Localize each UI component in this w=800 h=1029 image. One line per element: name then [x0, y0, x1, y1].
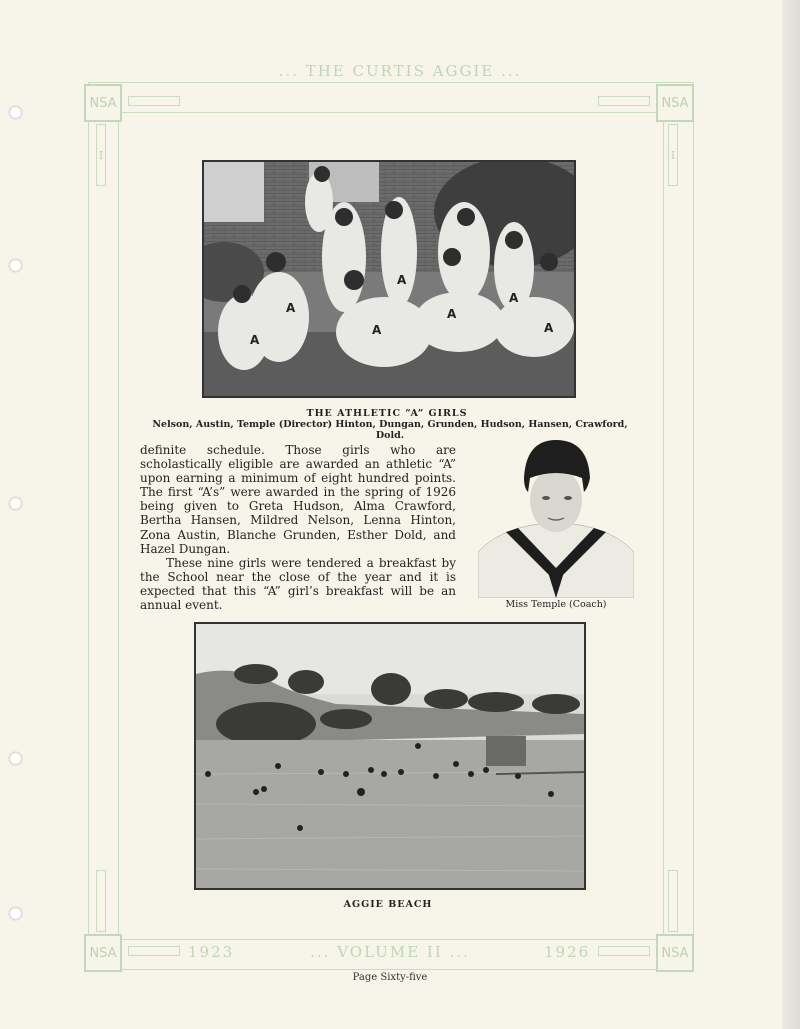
binder-hole	[9, 259, 22, 272]
article-text	[140, 443, 456, 612]
svg-text:A: A	[286, 301, 296, 315]
coach-portrait	[478, 432, 634, 598]
footer-year-left: 1923	[188, 943, 235, 961]
footer-year-right: 1926	[544, 943, 591, 961]
nsa-monogram: NSA	[84, 84, 122, 122]
photo1-names: Nelson, Austin, Temple (Director) Hinton, Dungan, Grunden, Hudson, Hansen, Crawford, Dold.	[152, 419, 628, 441]
frame-ornament	[128, 946, 180, 956]
svg-text:A: A	[397, 273, 407, 287]
paragraph: definite schedule. Those girls who are scholastically eligible are awarded an athletic “A” upon earning a minimum of eight hundred points. The first “A’s” were awarded in the spring of 1926 being given to Greta Hudson, Alma Crawford, Bertha Hansen, Mildred Nelson, Lenna Hinton, Zona Austin, Blanche Grunden, Esther Dold, and Hazel Dungan.	[140, 443, 456, 556]
frame-ornament	[668, 870, 678, 932]
svg-text:A: A	[544, 321, 554, 335]
svg-text:A: A	[509, 291, 519, 305]
page-edge	[782, 0, 800, 1029]
page-header: ... THE CURTIS AGGIE ...	[278, 62, 522, 80]
svg-text:A: A	[447, 307, 457, 321]
photo2-caption: AGGIE BEACH	[343, 899, 433, 910]
frame-letter: I	[98, 148, 104, 162]
page-number: Page Sixty-five	[352, 972, 428, 983]
nsa-monogram: NSA	[656, 84, 694, 122]
athletic-girls-photo	[202, 160, 576, 398]
svg-text:A: A	[250, 333, 260, 347]
frame-ornament	[598, 946, 650, 956]
binder-hole	[9, 497, 22, 510]
frame-ornament	[668, 124, 678, 186]
footer-volume: ... VOLUME II ...	[310, 943, 470, 961]
svg-text:A: A	[372, 323, 382, 337]
nsa-monogram: NSA	[84, 934, 122, 972]
frame-ornament	[128, 96, 180, 106]
aggie-beach-photo	[194, 622, 586, 890]
paragraph: These nine girls were tendered a breakfast by the School near the close of the year and it is expected that this “A” girl’s breakfast will be an annual event.	[140, 555, 456, 613]
portrait-caption: Miss Temple (Coach)	[505, 599, 607, 610]
nsa-monogram: NSA	[656, 934, 694, 972]
frame-letter: I	[670, 148, 676, 162]
photo1-title: THE ATHLETIC “A” GIRLS	[306, 408, 468, 419]
binder-hole	[9, 907, 22, 920]
binder-hole	[9, 752, 22, 765]
binder-hole	[9, 106, 22, 119]
frame-ornament	[96, 124, 106, 186]
frame-ornament	[598, 96, 650, 106]
frame-ornament	[96, 870, 106, 932]
